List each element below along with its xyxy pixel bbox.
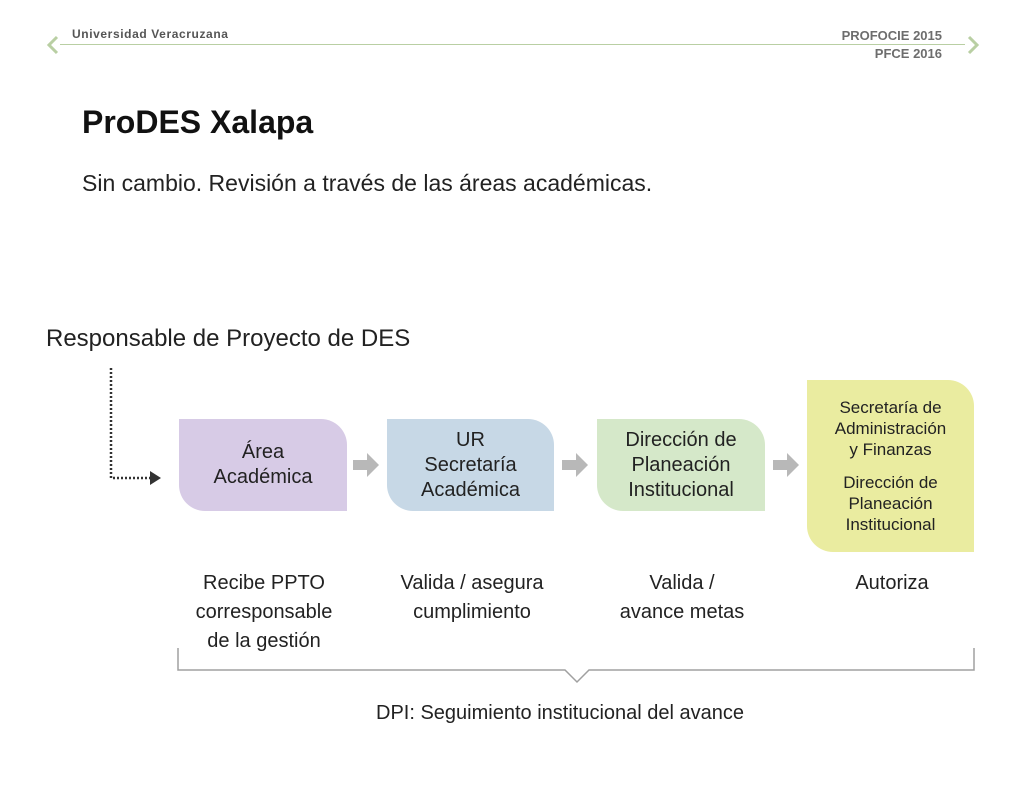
arrow-right-icon xyxy=(351,450,381,480)
desc3-line2: avance metas xyxy=(619,601,745,623)
page-title: ProDES Xalapa xyxy=(82,104,314,140)
university-name: Universidad Veracruzana xyxy=(72,27,229,41)
responsable-label: Responsable de Proyecto de DES xyxy=(46,325,411,352)
desc2-line1: Valida / asegura xyxy=(400,572,544,594)
program-label-profocie: PROFOCIE 2015 xyxy=(841,28,942,43)
box4-group2-line3: Institucional xyxy=(845,515,936,534)
box3-line1: Dirección de xyxy=(625,428,737,451)
flow-box-area-academica xyxy=(179,419,347,511)
box2-line1: UR xyxy=(456,428,485,451)
box3-line3: Institucional xyxy=(628,478,734,501)
box4-group1-line2: Administración xyxy=(834,419,947,438)
box4-group2-line1: Dirección de xyxy=(843,473,938,492)
dotted-connector-line xyxy=(111,368,150,478)
box3-line2: Planeación xyxy=(631,453,731,476)
flow-box-ur-secretaria xyxy=(387,419,554,511)
box4-group1-line3: y Finanzas xyxy=(849,440,932,459)
description-valida-asegura xyxy=(382,569,562,627)
flow-box-direccion-planeacion xyxy=(597,419,765,511)
box4-group1-line1: Secretaría de xyxy=(839,398,942,417)
arrow-right-icon xyxy=(560,450,590,480)
description-recibe-ppto xyxy=(174,569,354,656)
box1-line1: Área xyxy=(241,441,285,463)
box1-line2: Académica xyxy=(213,466,313,488)
box2-line3: Académica xyxy=(421,478,520,501)
box4-group2-line2: Planeación xyxy=(848,494,933,513)
desc4-line1: Autoriza xyxy=(855,572,929,594)
description-valida-avance xyxy=(592,569,772,627)
page-subtitle: Sin cambio. Revisión a través de las áreas académicas. xyxy=(82,170,653,196)
desc1-line2: corresponsable xyxy=(195,601,333,623)
connector-arrowhead xyxy=(150,471,161,485)
desc2-line2: cumplimiento xyxy=(413,601,531,623)
flow-box-secretaria-administracion xyxy=(807,380,974,552)
dpi-label: DPI: Seguimiento institucional del avance xyxy=(376,702,744,724)
arrow-right-icon xyxy=(771,450,801,480)
program-label-pfce: PFCE 2016 xyxy=(874,46,942,61)
box2-line2: Secretaría xyxy=(424,453,517,476)
description-autoriza xyxy=(802,569,982,598)
desc1-line1: Recibe PPTO xyxy=(203,572,325,594)
desc1-line3: de la gestión xyxy=(207,630,321,652)
desc3-line1: Valida / xyxy=(649,572,715,594)
